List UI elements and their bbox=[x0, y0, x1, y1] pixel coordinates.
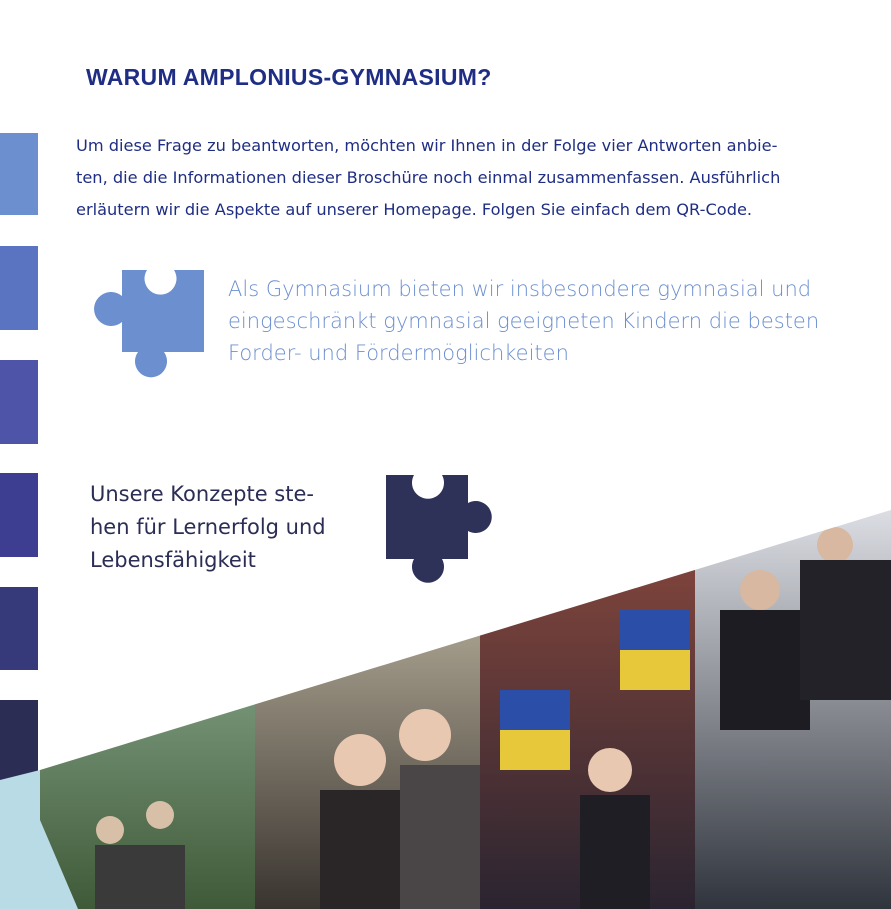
person-face bbox=[334, 734, 386, 786]
person-face bbox=[588, 748, 632, 792]
quote-line: hen für Lernerfolg und bbox=[90, 515, 326, 539]
person-body bbox=[95, 845, 185, 909]
person-face bbox=[399, 709, 451, 761]
quote-line: Forder- und Fördermöglichkeiten bbox=[228, 341, 569, 365]
person-body bbox=[800, 560, 891, 700]
flag-yellow bbox=[500, 730, 570, 770]
person-body bbox=[720, 610, 810, 730]
quote-line: eingeschränkt gymnasial geeigneten Kindern die besten bbox=[228, 309, 820, 333]
flag-yellow bbox=[620, 650, 690, 690]
person-face bbox=[740, 570, 780, 610]
person-body bbox=[580, 795, 650, 909]
person-face bbox=[817, 527, 853, 563]
person-face bbox=[146, 801, 174, 829]
intro-line: ten, die die Informationen dieser Broschüre noch einmal zusammenfassen. Ausführlich bbox=[76, 168, 781, 187]
quote-line: Unsere Konzepte ste- bbox=[90, 482, 314, 506]
intro-line: erläutern wir die Aspekte auf unserer Homepage. Folgen Sie einfach dem QR-Code. bbox=[76, 200, 753, 219]
intro-line: Um diese Frage zu beantworten, möchten wir Ihnen in der Folge vier Antworten anbie- bbox=[76, 136, 778, 155]
person-body bbox=[320, 790, 410, 909]
person-face bbox=[96, 816, 124, 844]
page-title: WARUM AMPLONIUS-GYMNASIUM? bbox=[86, 64, 492, 90]
flag-blue bbox=[500, 690, 570, 730]
quote-line: Als Gymnasium bieten wir insbesondere gymnasial und bbox=[228, 277, 812, 301]
quote-line: Lebensfähigkeit bbox=[90, 548, 256, 572]
person-body bbox=[400, 765, 480, 909]
flag-blue bbox=[620, 610, 690, 650]
